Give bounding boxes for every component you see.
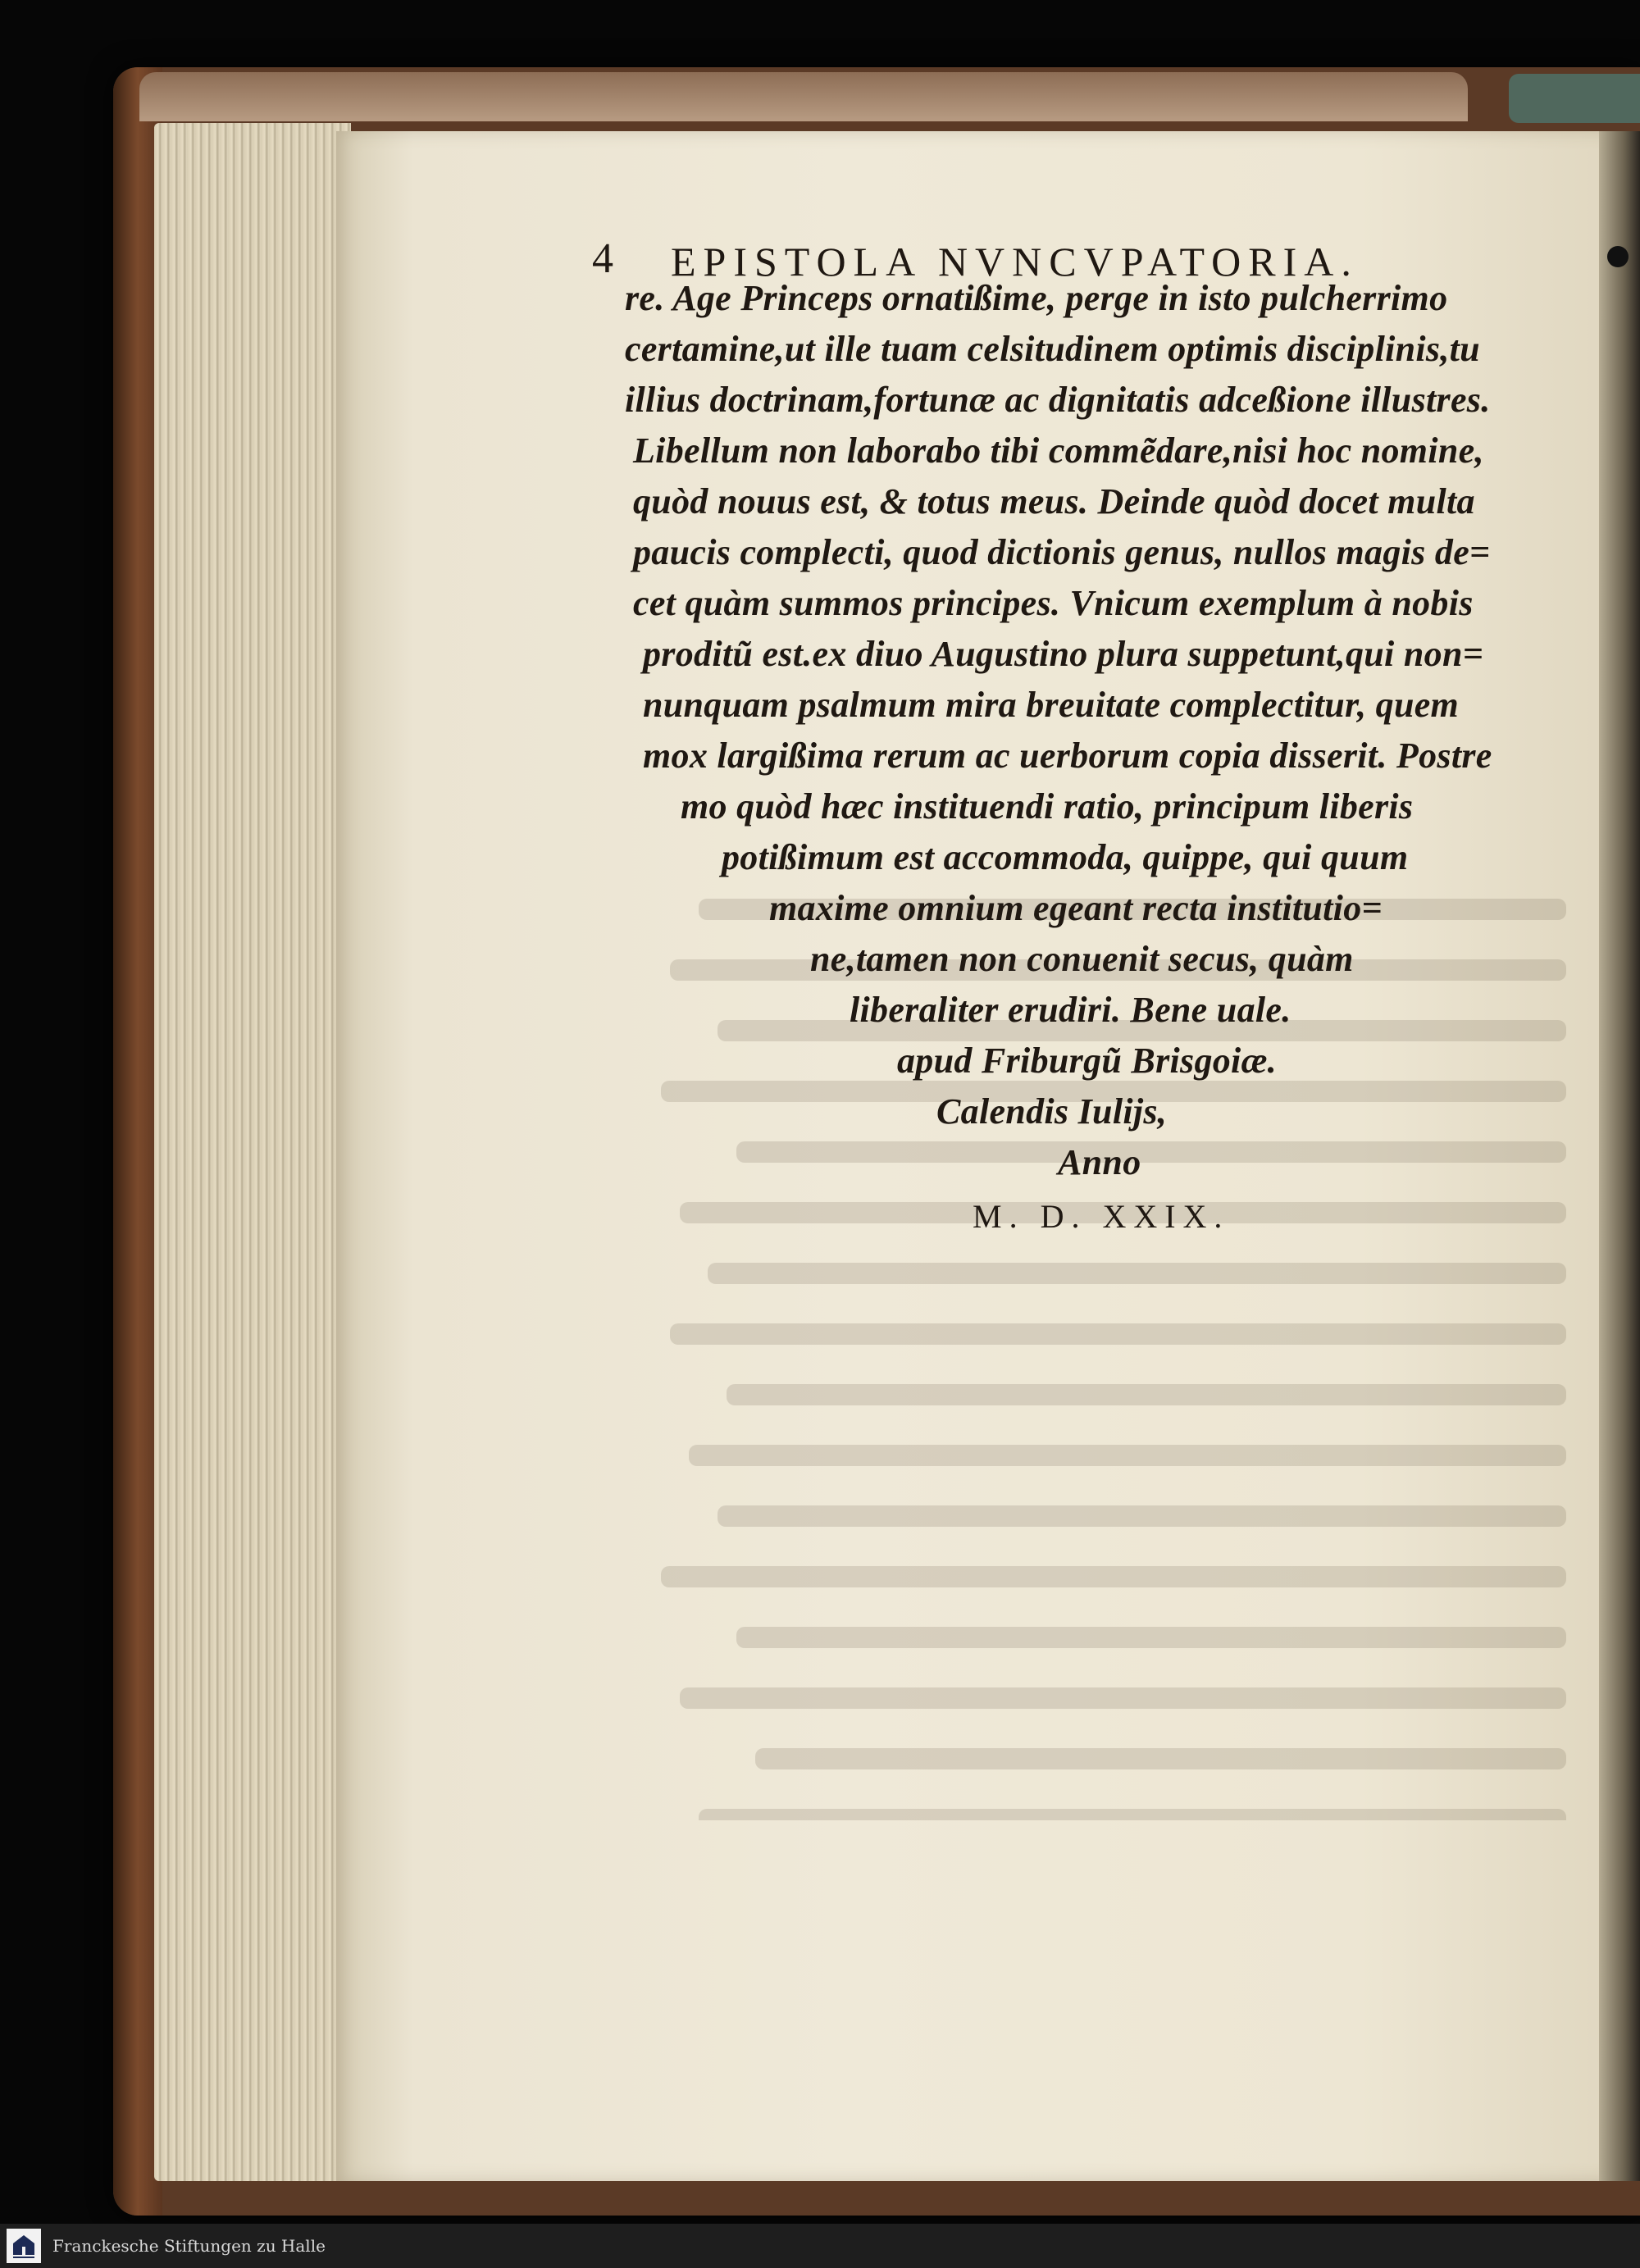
text-line: maxime omnium egeant recta institutio= [769, 888, 1383, 928]
text-line: quòd nouus est, & totus meus. Deinde quòd docet multa [633, 481, 1475, 521]
text-line: mo quòd hæc instituendi ratio, principum liberis [681, 786, 1414, 827]
text-line: Calendis Iulijs, [936, 1091, 1168, 1132]
institution-name: Franckesche Stiftungen zu Halle [52, 2236, 326, 2256]
text-line: liberaliter erudiri. Bene uale. [850, 990, 1292, 1030]
text-line: ne,tamen non conuenit secus, quàm [810, 939, 1354, 979]
text-line: re. Age Princeps ornatißime, perge in isto pulcherrimo [625, 278, 1448, 318]
running-head: EPISTOLA NVNCVPATORIA. [671, 239, 1359, 285]
text-line: mox largißima rerum ac uerborum copia disserit. Postre [643, 736, 1492, 776]
page-number: 4 [592, 235, 613, 282]
text-line: proditũ est.ex diuo Augustino plura suppetunt,qui non= [643, 634, 1484, 674]
page-gutter [1599, 131, 1640, 2181]
text-line: apud Friburgũ Brisgoiæ. [897, 1041, 1277, 1081]
clasp-fragment [1509, 74, 1640, 123]
text-line: cet quàm summos principes. Vnicum exemplum à nobis [633, 583, 1474, 623]
page-stack-edge [154, 123, 351, 2181]
text-line: paucis complecti, quod dictionis genus, nullos magis de= [633, 532, 1491, 572]
text-line: potißimum est accommoda, quippe, qui quum [722, 837, 1409, 877]
institution-logo-icon [7, 2229, 41, 2263]
footer-bar [0, 2224, 1640, 2268]
page-mark [1607, 246, 1629, 267]
text-line: Anno [1058, 1142, 1141, 1182]
text-line: nunquam psalmum mira breuitate complectitur, quem [643, 685, 1460, 725]
text-line: illius doctrinam,fortunæ ac dignitatis adceßione illustres. [625, 380, 1491, 420]
date-line: M. D. XXIX. [973, 1198, 1230, 1235]
text-line: certamine,ut ille tuam celsitudinem optimis disciplinis,tu [625, 329, 1480, 369]
cover-top-edge [139, 72, 1468, 121]
text-line: Libellum non laborabo tibi commẽdare,nisi hoc nomine, [633, 430, 1484, 471]
